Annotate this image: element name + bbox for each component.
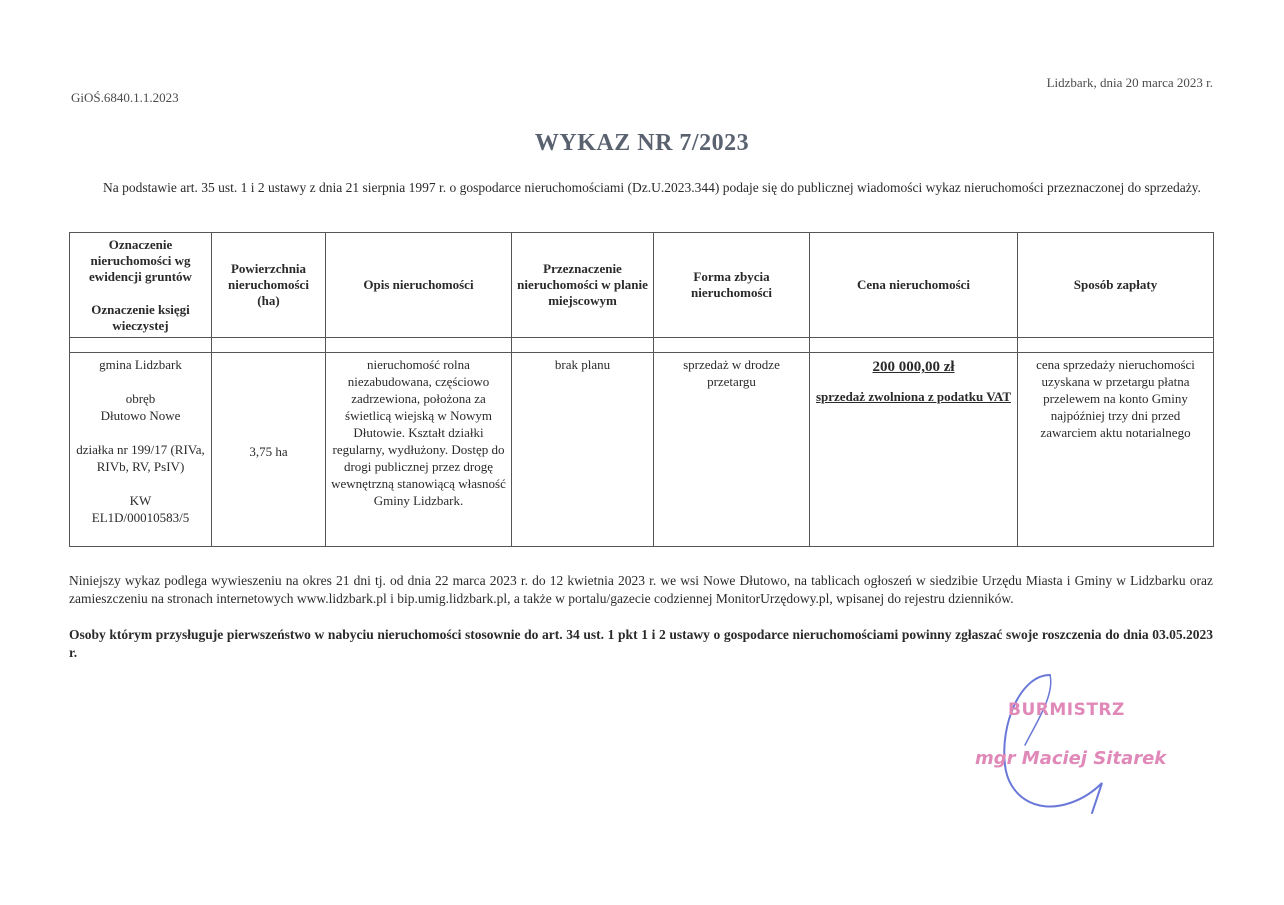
- document-reference: GiOŚ.6840.1.1.2023: [71, 90, 179, 105]
- cell-purpose: brak planu: [512, 353, 654, 547]
- table-spacer-row: [70, 338, 1214, 353]
- header-designation-land-registry: Oznaczenie nieruchomości wg ewidencji gruntów: [89, 236, 192, 284]
- table-row: [70, 353, 1214, 547]
- kw-number: EL1D/00010583/5: [91, 510, 190, 525]
- header-designation: [70, 233, 212, 338]
- header-payment: Sposób zapłaty: [1018, 233, 1214, 338]
- cell-price: [810, 353, 1018, 547]
- cell-area: 3,75 ha: [212, 353, 326, 547]
- vat-note: sprzedaż zwolniona z podatku VAT: [815, 389, 1012, 404]
- posting-notice: Niniejszy wykaz podlega wywieszeniu na okres 21 dni tj. od dnia 22 marca 2023 r. do 12 kwietnia 2023 r. we wsi Nowe Dłutowo, na tablicach ogłoszeń w siedzibie Urzędu Miasta i Gminy w Lidzbarku oraz zamieszczeniu na stronach internetowych www.lidzbark.pl i bip.umig.lidzbark.pl, a także w portalu/gazecie codziennej MonitorUrzędowy.pl, wpisanej do rejestru dzienników.: [69, 573, 1213, 606]
- document-title: WYKAZ NR 7/2023: [534, 130, 750, 156]
- parcel-text: działka nr 199/17 (RIVa, RIVb, RV, PsIV): [76, 442, 205, 474]
- intro-paragraph: Na podstawie art. 35 ust. 1 i 2 ustawy z dnia 21 sierpnia 1997 r. o gospodarce nieruchomościami (Dz.U.2023.344) podaje się do publicznej wiadomości wykaz nieruchomości przeznaczonej do sprzedaży.: [103, 180, 1201, 195]
- header-area: Powierzchnia nieruchomości (ha): [212, 233, 326, 338]
- priority-claims-notice: Osoby którym przysługuje pierwszeństwo w nabyciu nieruchomości stosownie do art. 34 ust. 1 pkt 1 i 2 ustawy o gospodarce nieruchomościami powinny zgłaszać swoje roszczenia do dnia 03.05.2023 r.: [69, 627, 1213, 660]
- header-description: Opis nieruchomości: [326, 233, 512, 338]
- stamp-name: mgr Maciej Sitarek: [975, 748, 1167, 769]
- property-table: [69, 232, 1214, 547]
- header-disposal-form: Forma zbycia nieruchomości: [654, 233, 810, 338]
- price-value: 200 000,00 zł: [872, 359, 955, 375]
- gmina-text: gmina Lidzbark: [99, 357, 182, 372]
- table-header-row: [70, 233, 1214, 338]
- kw-label: KW: [129, 493, 152, 508]
- handwritten-signature: [980, 665, 1130, 825]
- cell-payment: cena sprzedaży nieruchomości uzyskana w przetargu płatna przelewem na konto Gminy najpóźniej trzy dni przed zawarciem aktu notarialnego: [1018, 353, 1214, 547]
- cell-disposal-form: sprzedaż w drodze przetargu: [654, 353, 810, 547]
- stamp-title: BURMISTRZ: [1008, 700, 1125, 720]
- cell-designation: [70, 353, 212, 547]
- place-and-date: Lidzbark, dnia 20 marca 2023 r.: [1046, 75, 1213, 90]
- obreb-label: obręb: [125, 391, 156, 406]
- header-purpose: Przeznaczenie nieruchomości w planie miejscowym: [512, 233, 654, 338]
- header-price: Cena nieruchomości: [810, 233, 1018, 338]
- obreb-name: Dłutowo Nowe: [100, 408, 181, 423]
- signature-stroke: [1004, 675, 1102, 813]
- cell-description: nieruchomość rolna niezabudowana, częściowo zadrzewiona, położona za świetlicą wiejską w Nowym Dłutowie. Kształt działki regularny, wydłużony. Dostęp do drogi publicznej przez drogę wewnętrzną stanowiącą własność Gminy Lidzbark.: [326, 353, 512, 547]
- header-designation-land-book: Oznaczenie księgi wieczystej: [91, 301, 190, 333]
